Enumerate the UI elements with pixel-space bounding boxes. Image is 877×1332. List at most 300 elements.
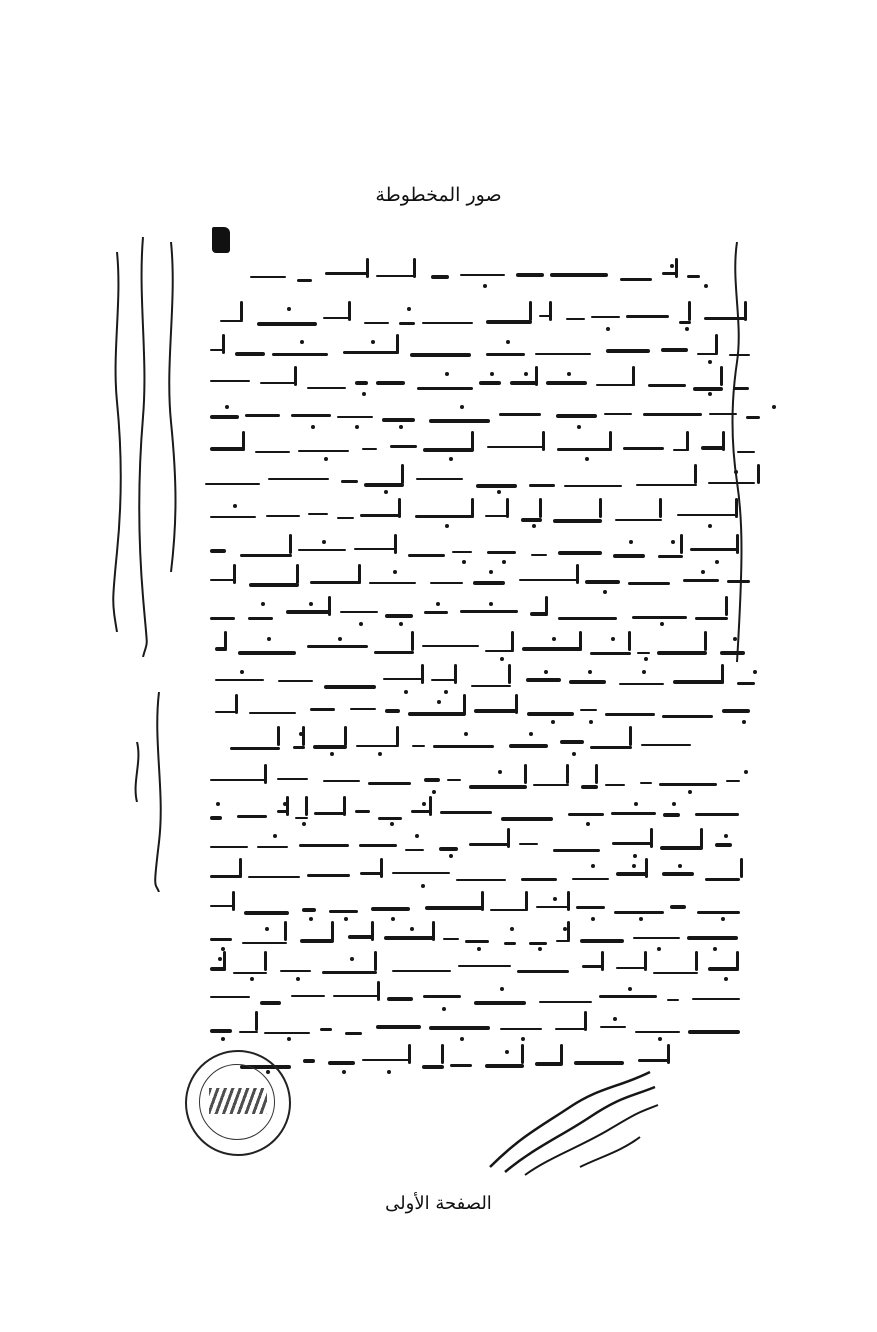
ink-dot xyxy=(445,372,449,376)
ink-stroke xyxy=(429,1026,490,1030)
ink-stroke xyxy=(249,583,299,587)
ink-stroke xyxy=(590,652,631,655)
left-margin-note-5 xyxy=(128,742,146,802)
ink-dot xyxy=(500,657,504,661)
ink-ascender xyxy=(542,431,545,451)
ink-stroke xyxy=(245,414,280,417)
ink-stroke xyxy=(286,610,331,614)
ink-stroke xyxy=(509,744,548,748)
ink-ascender xyxy=(576,564,579,584)
ink-stroke xyxy=(531,554,547,556)
ink-stroke xyxy=(529,484,555,487)
ink-stroke xyxy=(615,519,662,521)
page-title: صور المخطوطة xyxy=(375,184,502,206)
ink-dot xyxy=(421,884,425,888)
ink-stroke xyxy=(709,413,737,415)
ink-stroke xyxy=(564,485,622,487)
manuscript-line xyxy=(240,1050,680,1076)
ink-dot xyxy=(701,570,705,574)
ink-dot xyxy=(359,622,363,626)
page-caption: الصفحة الأولى xyxy=(385,1193,492,1214)
ink-dot xyxy=(606,327,610,331)
ink-stroke xyxy=(392,970,451,972)
ink-stroke xyxy=(626,315,669,318)
ink-stroke xyxy=(662,715,713,718)
ink-ascender xyxy=(667,1044,670,1064)
ink-dot xyxy=(489,602,493,606)
ink-ascender xyxy=(694,464,697,484)
ownership-seal-icon xyxy=(185,1050,291,1156)
ink-stroke xyxy=(605,713,655,716)
margin-scribble-icon xyxy=(150,692,168,892)
manuscript-line xyxy=(210,1017,740,1043)
ink-stroke xyxy=(473,581,505,585)
ink-dot xyxy=(233,504,237,508)
manuscript-line xyxy=(220,307,760,333)
ink-stroke xyxy=(362,448,377,450)
ink-dot xyxy=(567,372,571,376)
ink-stroke xyxy=(260,1001,281,1005)
ink-stroke xyxy=(385,614,413,618)
ink-stroke xyxy=(371,907,410,911)
manuscript-line xyxy=(205,470,755,496)
ink-stroke xyxy=(416,478,463,480)
ink-ascender xyxy=(695,951,698,971)
ink-stroke xyxy=(733,387,749,390)
ink-ascender xyxy=(408,1044,411,1064)
ink-stroke xyxy=(415,515,474,518)
ink-dot xyxy=(603,590,607,594)
ink-dot xyxy=(362,392,366,396)
ink-stroke xyxy=(354,548,397,550)
ink-stroke xyxy=(474,1001,526,1005)
ink-stroke xyxy=(474,709,518,713)
ink-stroke xyxy=(314,812,346,815)
ink-stroke xyxy=(692,998,740,1000)
ink-dot xyxy=(505,1050,509,1054)
ink-ascender xyxy=(305,796,308,816)
ink-stroke xyxy=(272,353,328,356)
ink-dot xyxy=(588,670,592,674)
ink-dot xyxy=(611,637,615,641)
ink-stroke xyxy=(526,678,561,682)
ink-stroke xyxy=(210,816,222,820)
ink-stroke xyxy=(341,480,358,483)
ink-dot xyxy=(724,977,728,981)
ink-stroke xyxy=(431,275,449,279)
ink-stroke xyxy=(705,878,740,881)
ink-ascender xyxy=(377,981,380,1001)
ink-ascender xyxy=(331,921,334,941)
ink-ascender xyxy=(294,366,297,386)
ink-dot xyxy=(273,834,277,838)
ink-dot xyxy=(399,622,403,626)
ink-ascender xyxy=(264,951,267,971)
ink-stroke xyxy=(605,784,625,786)
ink-dot xyxy=(704,284,708,288)
ink-ascender xyxy=(688,301,691,321)
ink-stroke xyxy=(683,579,719,582)
ink-dot xyxy=(296,977,300,981)
ink-stroke xyxy=(210,549,226,553)
ink-ascender xyxy=(560,1044,563,1064)
handwritten-signature-icon xyxy=(480,1067,660,1177)
ink-ascender xyxy=(539,498,542,518)
ink-stroke xyxy=(553,849,600,852)
ink-stroke xyxy=(417,387,473,390)
ink-dot xyxy=(708,524,712,528)
ink-ascender xyxy=(595,764,598,784)
ink-stroke xyxy=(519,843,538,845)
ink-stroke xyxy=(558,551,602,555)
ink-stroke xyxy=(439,847,458,851)
ink-ascender xyxy=(343,796,346,816)
ink-ascender xyxy=(328,596,331,616)
ink-dot xyxy=(342,1070,346,1074)
ink-dot xyxy=(591,917,595,921)
ink-stroke xyxy=(616,967,647,969)
left-margin-note-2 xyxy=(134,237,152,657)
ink-ascender xyxy=(686,431,689,451)
ink-dot xyxy=(713,947,717,951)
ink-stroke xyxy=(423,995,461,998)
ink-dot xyxy=(510,927,514,931)
ink-stroke xyxy=(687,936,738,940)
ink-dot xyxy=(287,1037,291,1041)
ink-stroke xyxy=(628,582,670,585)
ink-stroke xyxy=(715,843,732,847)
ink-stroke xyxy=(657,651,707,655)
ink-ascender xyxy=(233,564,236,584)
ink-stroke xyxy=(499,413,541,416)
ink-stroke xyxy=(460,610,518,613)
ink-stroke xyxy=(620,278,652,281)
ink-stroke xyxy=(643,413,702,416)
ink-ascender xyxy=(735,498,738,518)
ink-stroke xyxy=(458,965,511,967)
ink-stroke xyxy=(329,910,358,913)
ink-stroke xyxy=(387,997,413,1001)
ink-stroke xyxy=(599,995,657,998)
ink-stroke xyxy=(519,579,579,581)
ink-stroke xyxy=(382,418,415,422)
ink-dot xyxy=(521,1037,525,1041)
manuscript-line xyxy=(210,834,740,860)
ink-dot xyxy=(404,690,408,694)
manuscript-line xyxy=(215,670,755,696)
ink-ascender xyxy=(609,431,612,451)
ink-stroke xyxy=(638,1059,670,1062)
ink-stroke xyxy=(670,905,686,909)
ink-stroke xyxy=(376,381,405,385)
ink-stroke xyxy=(324,685,376,689)
ink-dot xyxy=(532,524,536,528)
ink-dot xyxy=(436,602,440,606)
ink-dot xyxy=(311,425,315,429)
ink-dot xyxy=(660,622,664,626)
ink-dot xyxy=(444,690,448,694)
ink-stroke xyxy=(600,1026,626,1028)
ink-stroke xyxy=(340,611,378,613)
ink-stroke xyxy=(450,1064,472,1067)
ink-dot xyxy=(221,1037,225,1041)
ink-dot xyxy=(393,570,397,574)
ink-ascender xyxy=(463,694,466,714)
ink-stroke xyxy=(323,780,360,782)
ink-stroke xyxy=(440,811,492,814)
ink-dot xyxy=(462,560,466,564)
ink-stroke xyxy=(302,908,316,912)
ink-dot xyxy=(287,307,291,311)
ink-stroke xyxy=(443,938,459,940)
ink-stroke xyxy=(616,872,648,876)
ink-stroke xyxy=(580,709,597,711)
ink-stroke xyxy=(210,875,242,878)
ink-stroke xyxy=(237,815,267,818)
ink-dot xyxy=(350,957,354,961)
manuscript-line xyxy=(215,700,750,726)
ink-dot xyxy=(489,570,493,574)
ink-ascender xyxy=(521,1044,524,1064)
ink-ascender xyxy=(675,258,678,278)
ink-stroke xyxy=(486,353,525,356)
ink-stroke xyxy=(720,651,745,655)
ink-dot xyxy=(585,457,589,461)
ink-dot xyxy=(634,802,638,806)
ink-stroke xyxy=(233,972,267,974)
ink-dot xyxy=(715,560,719,564)
ink-stroke xyxy=(574,1061,624,1065)
ink-dot xyxy=(658,1037,662,1041)
ink-dot xyxy=(309,602,313,606)
ink-stroke xyxy=(383,678,424,680)
ink-stroke xyxy=(566,318,585,320)
ink-dot xyxy=(449,457,453,461)
ink-dot xyxy=(371,340,375,344)
ink-ascender xyxy=(224,631,227,651)
ink-dot xyxy=(449,854,453,858)
ink-stroke xyxy=(688,1030,740,1034)
ink-ascender xyxy=(508,664,511,684)
ink-dot xyxy=(437,700,441,704)
ink-stroke xyxy=(364,483,404,487)
ink-stroke xyxy=(529,942,547,945)
ink-stroke xyxy=(390,445,417,448)
manuscript-line xyxy=(210,372,760,398)
ink-ascender xyxy=(579,631,582,651)
ink-dot xyxy=(591,864,595,868)
ink-ascender xyxy=(515,694,518,714)
ink-stroke xyxy=(667,999,679,1001)
ink-stroke xyxy=(433,745,494,748)
ink-stroke xyxy=(392,872,450,874)
ink-dot xyxy=(464,732,468,736)
ink-dot xyxy=(498,770,502,774)
manuscript-line xyxy=(250,264,700,290)
manuscript-line xyxy=(210,602,745,628)
ink-dot xyxy=(355,425,359,429)
ink-stroke xyxy=(355,810,370,813)
ink-ascender xyxy=(429,796,432,816)
ink-stroke xyxy=(726,780,740,782)
ink-stroke xyxy=(516,273,544,277)
ink-ascender xyxy=(411,631,414,651)
ink-stroke xyxy=(636,484,697,486)
manuscript-line xyxy=(210,897,740,923)
ink-ascender xyxy=(736,534,739,554)
ink-dot xyxy=(378,752,382,756)
ink-ascender xyxy=(401,464,404,484)
ink-dot xyxy=(552,637,556,641)
ink-ascender xyxy=(549,301,552,321)
ink-stroke xyxy=(423,448,474,452)
ink-ascender xyxy=(302,726,305,746)
ink-dot xyxy=(734,470,738,474)
ink-stroke xyxy=(376,1025,421,1029)
ink-stroke xyxy=(695,617,728,620)
ink-stroke xyxy=(550,273,608,277)
ink-stroke xyxy=(248,617,273,620)
manuscript-line xyxy=(210,570,750,596)
ink-stroke xyxy=(297,279,312,282)
ink-dot xyxy=(657,947,661,951)
ink-stroke xyxy=(405,849,424,851)
ink-stroke xyxy=(737,682,755,685)
ink-dot xyxy=(324,457,328,461)
ink-dot xyxy=(261,602,265,606)
ink-stroke xyxy=(690,548,739,551)
ink-stroke xyxy=(299,844,349,847)
ink-dot xyxy=(529,732,533,736)
ink-stroke xyxy=(422,1065,444,1069)
ink-dot xyxy=(460,405,464,409)
ink-stroke xyxy=(205,483,260,485)
ink-stroke xyxy=(504,942,516,945)
ink-stroke xyxy=(238,651,296,655)
ink-dot xyxy=(551,720,555,724)
ink-stroke xyxy=(469,785,527,789)
ink-stroke xyxy=(244,911,289,915)
ink-stroke xyxy=(487,551,516,554)
ink-stroke xyxy=(210,380,250,382)
ink-dot xyxy=(589,720,593,724)
ink-stroke xyxy=(522,647,582,651)
ink-stroke xyxy=(581,785,598,789)
manuscript-line xyxy=(210,864,740,890)
ink-dot xyxy=(490,372,494,376)
ink-dot xyxy=(442,1007,446,1011)
ink-dot xyxy=(721,917,725,921)
ink-ascender xyxy=(398,498,401,518)
ink-ascender xyxy=(506,498,509,518)
ink-stroke xyxy=(452,551,472,553)
margin-scribble-icon xyxy=(108,252,126,632)
ink-ascender xyxy=(255,1011,258,1031)
ink-dot xyxy=(391,917,395,921)
ink-ascender xyxy=(396,334,399,354)
ink-ascender xyxy=(525,891,528,911)
ink-dot xyxy=(708,392,712,396)
ink-dot xyxy=(577,425,581,429)
ink-stroke xyxy=(307,645,368,648)
ink-stroke xyxy=(350,708,376,710)
ink-stroke xyxy=(487,446,545,448)
ink-ascender xyxy=(358,564,361,584)
ink-stroke xyxy=(662,872,694,876)
ink-stroke xyxy=(268,478,329,480)
ink-stroke xyxy=(280,970,311,972)
ink-stroke xyxy=(337,416,373,418)
ink-stroke xyxy=(486,320,532,324)
ink-dot xyxy=(672,802,676,806)
manuscript-line xyxy=(210,405,760,431)
ink-ascender xyxy=(744,301,747,321)
ink-dot xyxy=(387,1070,391,1074)
ink-dot xyxy=(633,854,637,858)
ink-stroke xyxy=(385,709,400,713)
ink-stroke xyxy=(410,353,471,357)
ink-stroke xyxy=(557,448,612,451)
ink-stroke xyxy=(536,906,570,908)
ink-dot xyxy=(410,927,414,931)
ink-stroke xyxy=(298,450,349,452)
ink-ascender xyxy=(659,498,662,518)
ink-stroke xyxy=(527,712,574,716)
ink-stroke xyxy=(606,349,650,353)
ink-dot xyxy=(497,490,501,494)
ink-stroke xyxy=(313,745,347,749)
ink-dot xyxy=(632,864,636,868)
ink-dot xyxy=(724,834,728,838)
ink-stroke xyxy=(479,381,501,385)
manuscript-image xyxy=(100,222,780,1172)
ink-ascender xyxy=(566,764,569,784)
ink-stroke xyxy=(240,554,292,557)
ink-stroke xyxy=(568,813,604,816)
ink-stroke xyxy=(555,1028,587,1030)
ink-dot xyxy=(772,405,776,409)
ink-ascender xyxy=(413,258,416,278)
ink-stroke xyxy=(295,817,308,819)
ink-stroke xyxy=(293,746,305,749)
ink-ascender xyxy=(380,858,383,878)
ink-stroke xyxy=(697,911,740,914)
ink-stroke xyxy=(210,996,250,998)
ink-dot xyxy=(628,987,632,991)
ink-stroke xyxy=(310,581,361,584)
ink-stroke xyxy=(369,582,416,584)
ink-dot xyxy=(240,670,244,674)
ink-stroke xyxy=(612,842,653,845)
ink-dot xyxy=(642,670,646,674)
ink-stroke xyxy=(447,779,461,781)
margin-scribble-icon xyxy=(128,742,146,802)
ink-dot xyxy=(407,307,411,311)
ink-dot xyxy=(506,340,510,344)
ink-stroke xyxy=(250,276,286,278)
ink-dot xyxy=(250,977,254,981)
ink-stroke xyxy=(704,317,747,320)
ink-ascender xyxy=(567,921,570,941)
ink-dot xyxy=(225,405,229,409)
ink-stroke xyxy=(362,1059,411,1061)
ink-stroke xyxy=(337,517,354,519)
ink-dot xyxy=(744,770,748,774)
ink-ascender xyxy=(507,828,510,848)
ink-stroke xyxy=(658,555,683,558)
ink-stroke xyxy=(500,1028,542,1030)
ink-stroke xyxy=(266,515,300,517)
